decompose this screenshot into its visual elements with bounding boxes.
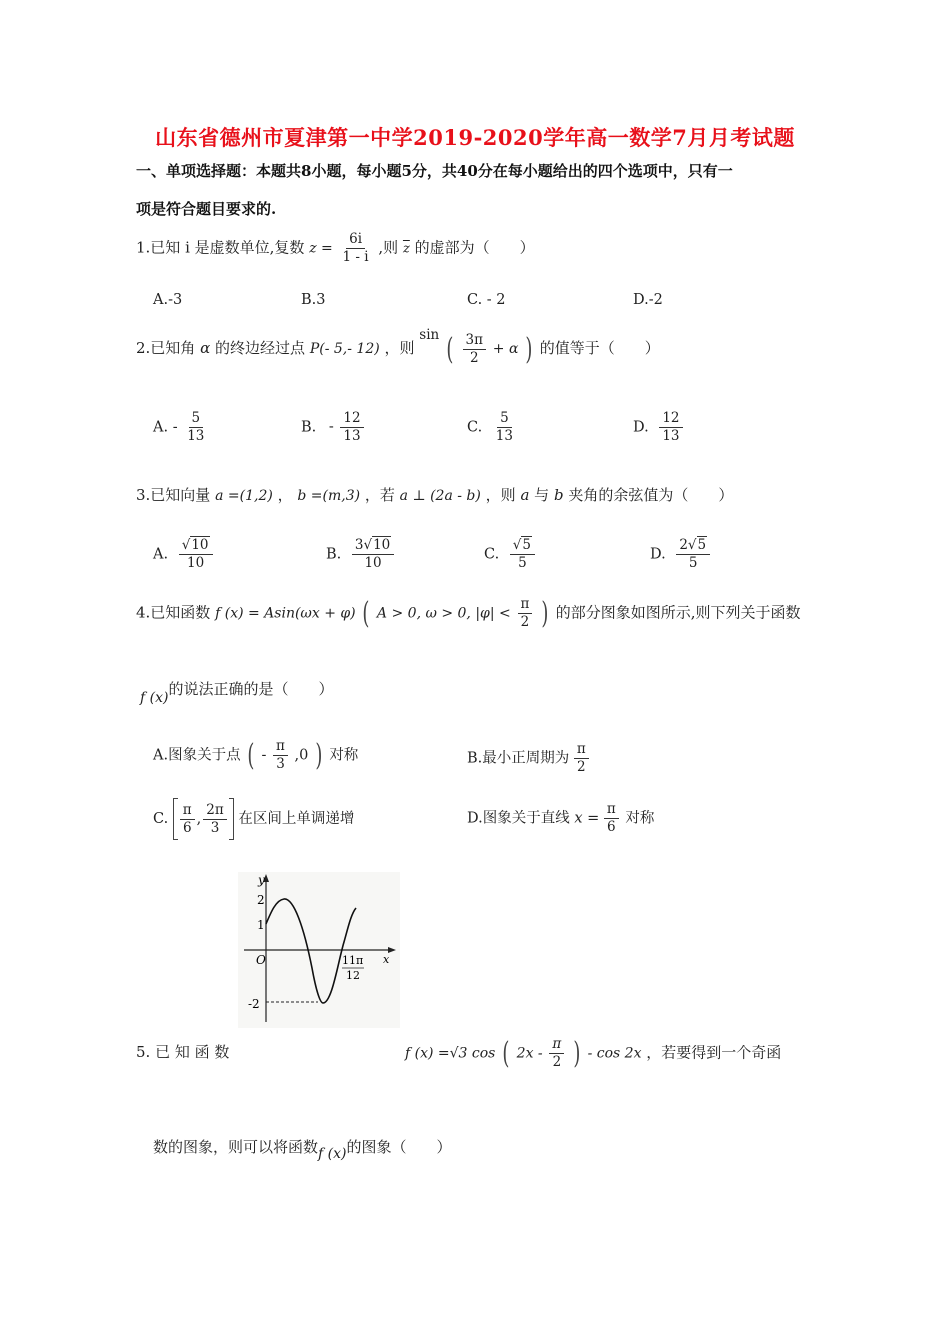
q2-option-b-sign: - — [328, 419, 334, 436]
q3-option-a-label: A. — [153, 546, 169, 563]
q4-option-a-post: 对称 — [329, 747, 359, 764]
q4-line2-fx: f (x) — [140, 690, 169, 706]
q4-option-b-pre: B.最小正周期为 — [467, 750, 570, 767]
q4-option-a-rparen: ) — [315, 738, 323, 773]
q1-z-eq: z = — [309, 240, 333, 257]
q3-suffix: 夹角的余弦值为（ ） — [568, 486, 734, 504]
q2-sin: sin — [419, 327, 440, 343]
q2-option-b-label: B. — [301, 419, 317, 436]
y-tick-1: 1 — [257, 918, 265, 932]
q4-option-c-lbracket — [173, 798, 178, 840]
q5-line2-fx: f (x) — [318, 1146, 347, 1162]
q3-option-a: A. $\frac{√10}{10}$ — [153, 538, 215, 571]
q3-option-b-coef: 3 — [354, 537, 364, 553]
question-3 — [136, 484, 733, 505]
q3-and: 与 — [534, 486, 550, 504]
q4-option-a-pre: A.图象关于点 — [153, 747, 241, 764]
q1-frac-num: 6i — [346, 232, 365, 249]
q1-option-b: B.3 — [301, 292, 326, 308]
q3-b-def: b =(m,3) — [297, 488, 361, 504]
q3-option-c-den: 5 — [518, 554, 527, 571]
q4-option-d-den: 6 — [607, 818, 616, 835]
x-axis-label: x — [383, 953, 390, 966]
y-tick-neg2: -2 — [248, 997, 260, 1011]
q4-prefix: 4.已知函数 — [136, 603, 211, 622]
x-tick-num: 11π — [342, 954, 364, 967]
q4-cond: A > 0, ω > 0, |φ| < — [376, 605, 511, 622]
q2-rparen: ) — [525, 331, 533, 367]
page-title: 山东省德州市夏津第一中学2019-2020学年高一数学7月月考试题 — [155, 125, 795, 150]
q4-func: f (x) = Asin(ωx + φ) — [215, 605, 356, 622]
q1-fraction — [340, 232, 372, 265]
q4-option-b — [467, 742, 591, 775]
q5-lparen: ( — [502, 1036, 510, 1071]
q4-cond-num: π — [518, 597, 533, 614]
q1-frac-den: 1 - i — [342, 248, 369, 265]
q4-option-c-d2: 3 — [210, 819, 220, 836]
q2-option-c-label: C. — [467, 419, 483, 436]
q3-option-b-den: 10 — [364, 554, 382, 571]
q2-alpha: α — [200, 339, 211, 357]
q2-fraction — [463, 333, 486, 366]
q2-option-a-label: A. — [153, 419, 169, 436]
q2-option-d-den: 13 — [662, 427, 680, 444]
q5-suffix: ，若要得到一个奇函 — [646, 1043, 782, 1062]
q3-option-d-label: D. — [650, 546, 666, 563]
q3-option-a-rad: 10 — [191, 537, 209, 553]
q1-prefix: 1.已知 i 是虚数单位,复数 — [136, 238, 305, 257]
q3-b: b — [553, 486, 564, 504]
q4-option-a-num: π — [273, 739, 288, 756]
q3-option-d: D. $\frac{2√5}{5}$ — [650, 538, 712, 571]
q2-frac-num: 3π — [463, 333, 486, 350]
q3-option-a-den: 10 — [187, 554, 205, 571]
q1-option-a: A.-3 — [153, 292, 183, 308]
q4-option-a-tail: ,0 — [294, 747, 309, 764]
q4-option-b-den: 2 — [577, 758, 586, 775]
q5-prefix: 5. 已 知 函 数 — [136, 1043, 230, 1061]
origin-label: O — [256, 953, 266, 967]
q1-zbar: $\overline{z}$ — [402, 241, 410, 257]
q5-line2-post: 的图象（ ） — [346, 1138, 452, 1156]
q3-a-def: a =(1,2) — [215, 488, 273, 504]
q2-option-c-den: 13 — [495, 427, 513, 444]
q3-option-c: C. $\frac{√5}{5}$ — [484, 538, 537, 571]
q3-mid: ，若 — [364, 486, 395, 504]
q5-func-pre: f (x) =√3 cos — [405, 1045, 496, 1062]
q2-point: P(- 5,- 12) — [309, 341, 380, 357]
q4-option-a — [153, 738, 358, 773]
section-heading-line2: 项是符合题目要求的. — [136, 200, 277, 218]
question-2 — [136, 327, 660, 367]
section-heading-line1: 一、单项选择题：本题共8小题，每小题5分，共40分在每小题给出的四个选项中，只有一 — [136, 162, 733, 180]
sine-graph-figure — [238, 872, 400, 1028]
q2-plus-alpha: + α — [492, 341, 519, 357]
q4-option-c-d1: 6 — [182, 819, 192, 836]
q5-inner-den: 2 — [552, 1054, 562, 1070]
q2-mid1: 的终边经过点 — [215, 339, 306, 357]
y-axis-label: y — [258, 873, 265, 887]
q1-option-c: C. - 2 — [467, 292, 506, 308]
q3-option-c-label: C. — [484, 546, 500, 563]
q4-suffix: 的部分图象如图所示,则下列关于函数 — [555, 603, 801, 622]
q5-line2 — [153, 1136, 451, 1162]
q3-option-b-label: B. — [326, 546, 342, 563]
q4-option-d — [467, 802, 654, 835]
q1-mid: ,则 — [378, 238, 399, 257]
q4-option-a-den: 3 — [276, 756, 285, 772]
q3-mid2: ，则 — [485, 486, 516, 504]
q2-option-a — [153, 411, 209, 444]
q2-option-a-num: 5 — [189, 411, 204, 428]
q2-option-d-num: 12 — [659, 411, 682, 428]
q3-option-c-rad: 5 — [522, 537, 531, 553]
q3-perp: a ⊥ (2a - b) — [399, 488, 481, 504]
q2-option-c — [467, 411, 518, 444]
q2-mid2: ，则 — [384, 339, 415, 357]
q4-option-d-pre: D.图象关于直线 — [467, 810, 570, 827]
q5-rparen: ) — [573, 1036, 581, 1071]
q2-option-d — [633, 411, 685, 444]
q3-option-b: B. $\frac{3√10}{10}$ — [326, 538, 396, 571]
q2-suffix: 的值等于（ ） — [539, 339, 660, 357]
q4-option-d-x: x = — [574, 810, 600, 827]
q3-option-b-rad: 10 — [373, 537, 391, 553]
q4-option-c-post: 在区间上单调递增 — [238, 811, 355, 827]
q1-suffix: 的虚部为（ ） — [414, 238, 535, 257]
q4-option-c-n2: 2π — [203, 803, 226, 820]
q5-inner-num: π — [549, 1037, 564, 1054]
q4-option-a-sign: - — [261, 747, 267, 764]
q4-lparen: ( — [362, 596, 370, 631]
q2-option-b-num: 12 — [340, 411, 363, 428]
q4-cond-den: 2 — [520, 614, 530, 630]
q2-option-b-den: 13 — [343, 427, 361, 444]
q2-option-b — [301, 411, 366, 444]
q4-option-c: C. $\frac{\pi}{6}$ , $\frac{2\pi}{3}$ 在区间上单调递增 — [153, 798, 354, 840]
x-tick-den: 12 — [346, 969, 360, 982]
q2-frac-den: 2 — [469, 349, 479, 366]
q4-line2-text: 的说法正确的是（ ） — [168, 680, 334, 698]
q2-option-d-label: D. — [633, 419, 649, 436]
q4-option-d-num: π — [604, 802, 619, 819]
q2-prefix: 2.已知角 — [136, 339, 196, 357]
q3-a: a — [520, 486, 530, 504]
q5-inner: 2x - — [516, 1045, 543, 1062]
q1-option-d: D.-2 — [633, 292, 663, 308]
q4-line2 — [140, 678, 333, 706]
q3-prefix: 3.已知向量 — [136, 486, 211, 504]
q3-option-d-rad: 5 — [697, 537, 707, 553]
q4-option-c-n1: π — [180, 803, 195, 820]
q4-option-b-num: π — [574, 742, 589, 759]
q2-lparen: ( — [446, 331, 454, 367]
question-4 — [136, 596, 800, 631]
q2-option-c-num: 5 — [497, 411, 512, 428]
q4-option-c-pre: C. — [153, 811, 169, 827]
q5-formula — [405, 1036, 781, 1071]
question-1 — [136, 232, 535, 265]
q3-option-d-coef: 2 — [679, 537, 688, 553]
q5-func-post: - cos 2x — [587, 1045, 642, 1062]
q2-option-a-sign: - — [172, 419, 178, 436]
q4-rparen: ) — [541, 596, 549, 631]
q4-option-c-rbracket — [229, 798, 234, 840]
q3-comma: ， — [277, 486, 293, 504]
q5-line2-pre: 数的图象，则可以将函数 — [153, 1138, 319, 1156]
q4-option-a-lparen: ( — [247, 738, 255, 773]
q4-option-d-post: 对称 — [625, 810, 655, 827]
q3-option-d-den: 5 — [688, 554, 698, 571]
y-tick-2: 2 — [257, 893, 265, 907]
q2-option-a-den: 13 — [187, 427, 205, 444]
